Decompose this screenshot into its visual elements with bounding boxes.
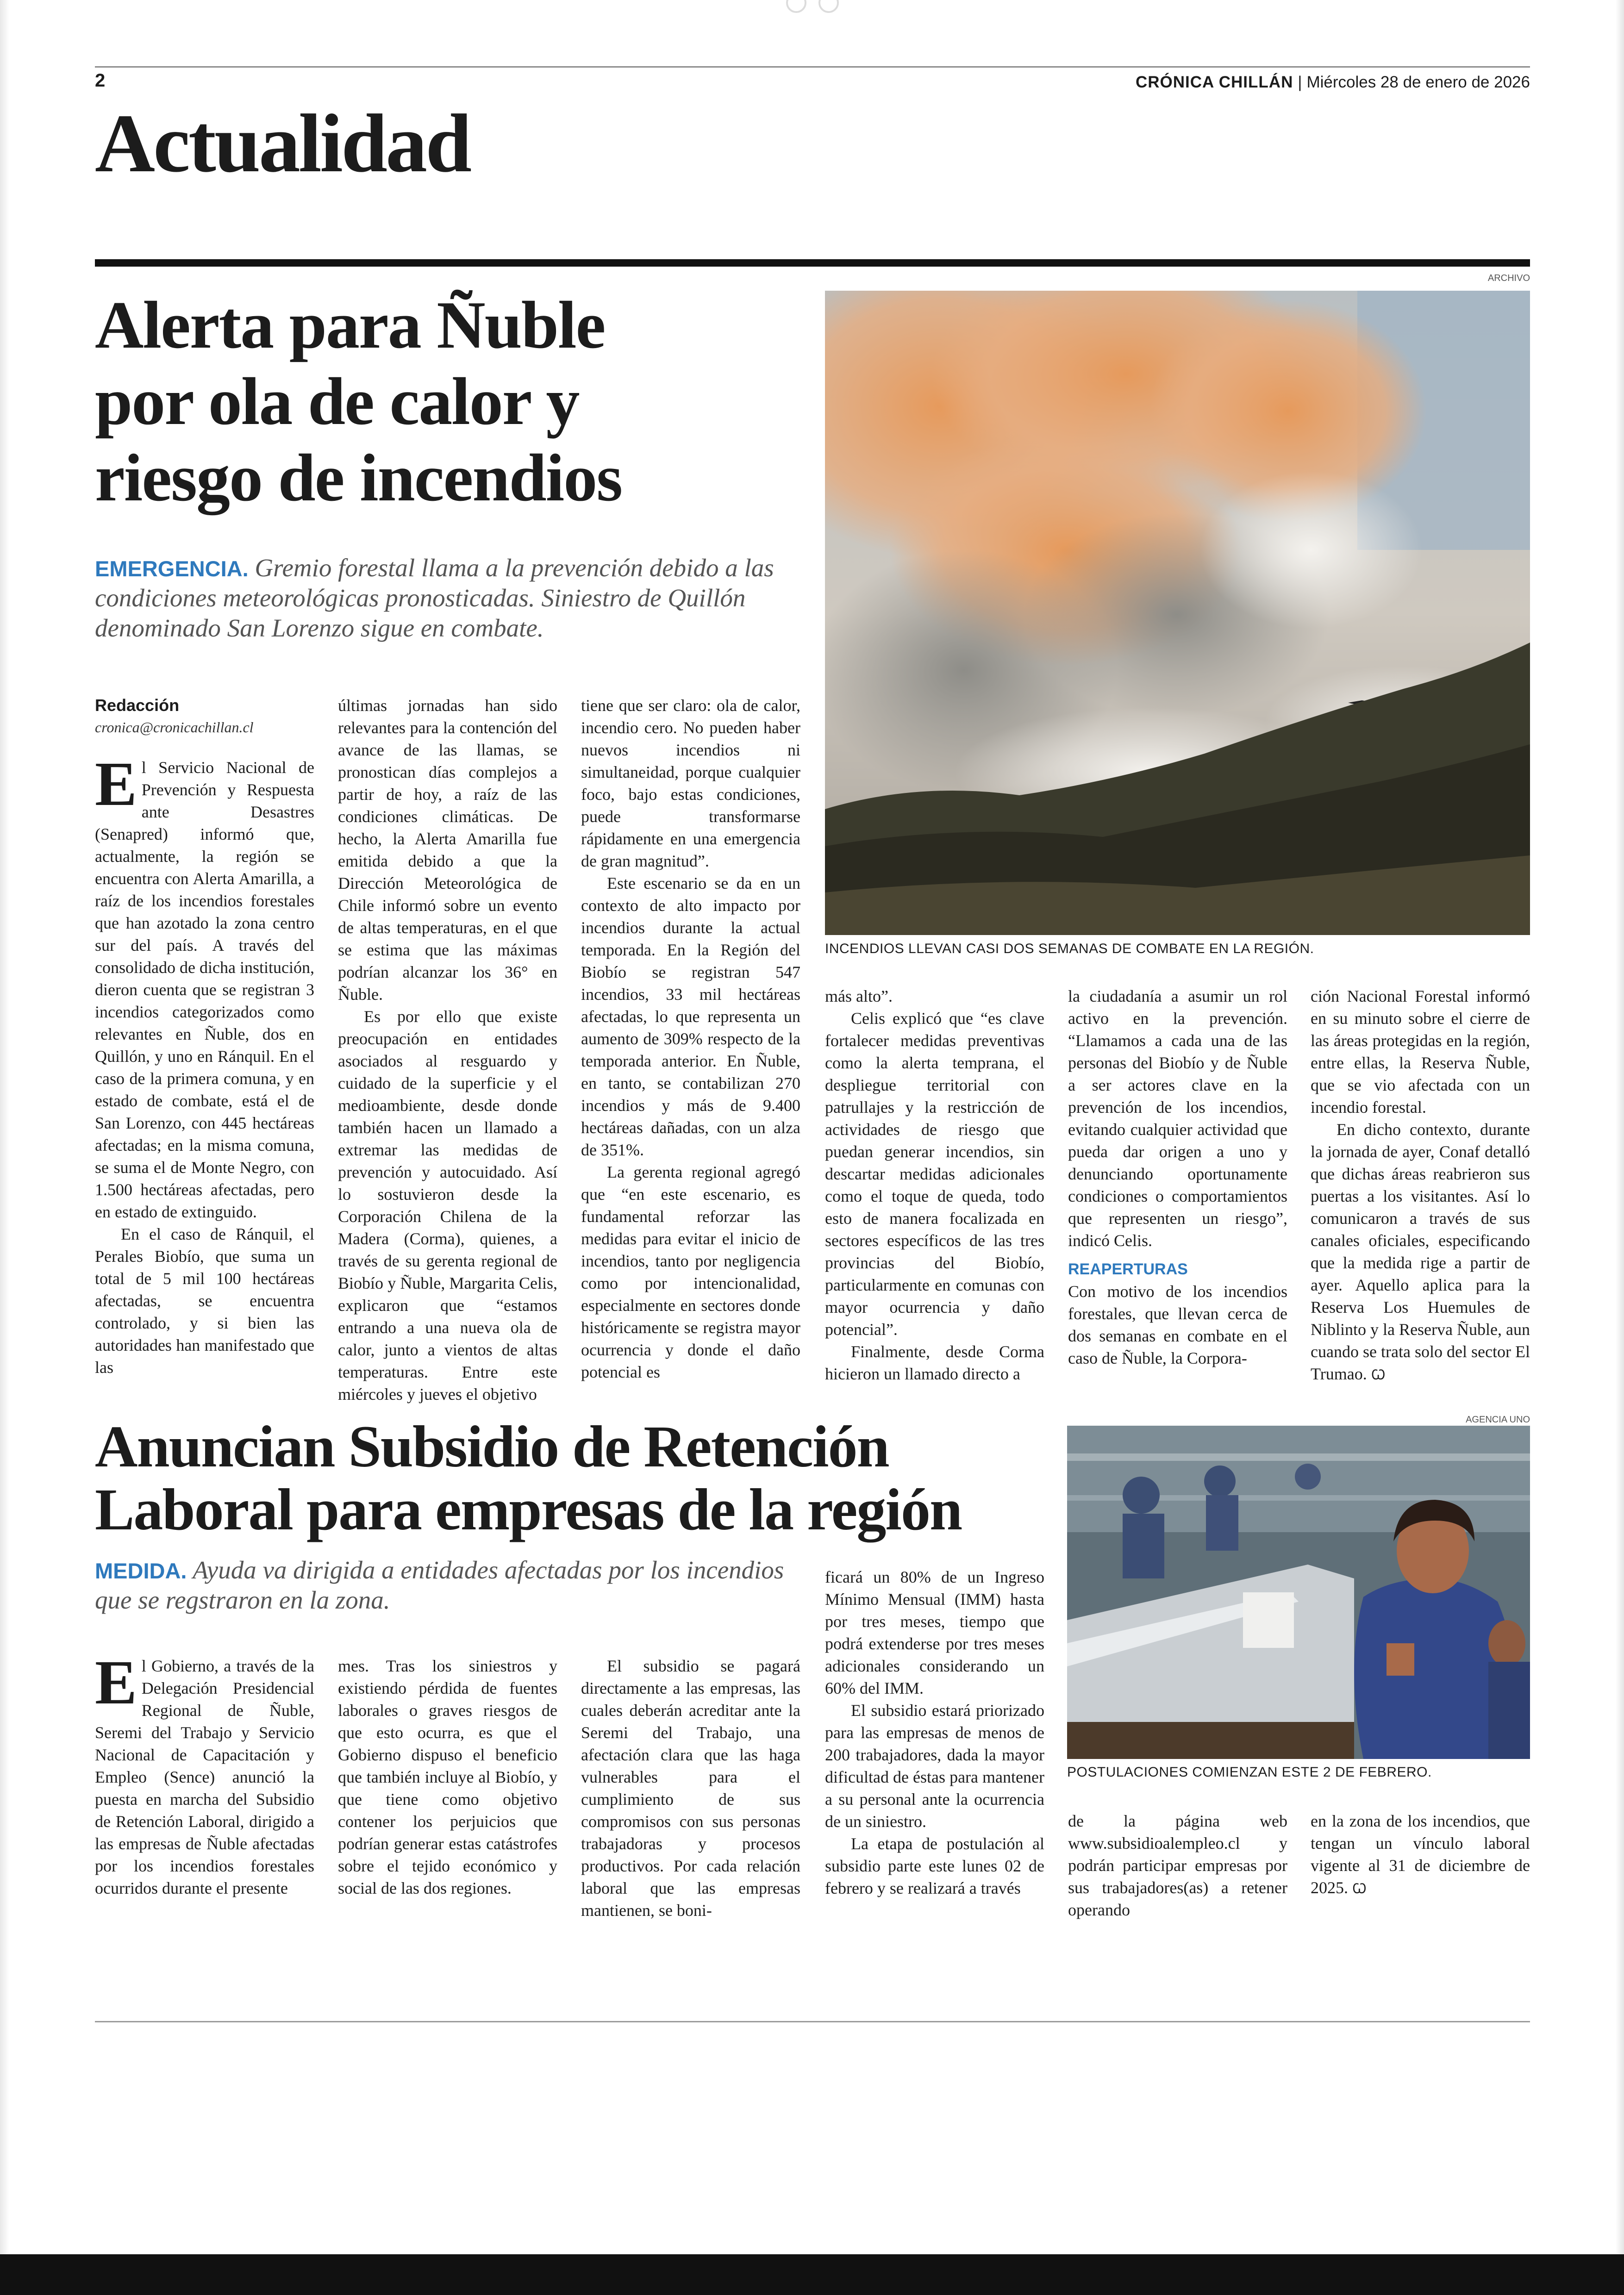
headline-line: Alerta para Ñuble: [95, 287, 605, 362]
paragraph: Este escenario se da en un contexto de alto impacto por incendios durante la actual temporada. En la Región del Biobío se registran 547 incendios, 33 mil hectáreas afectadas, lo que representa un aumento de 309% respecto de la temporada anterior. En Ñuble, en tanto, se contabilizan 270 incendios y más de 9.400 hectáreas dañadas, con un alza de 351%.: [581, 874, 800, 1159]
paragraph: En dicho contexto, durante la jornada de ayer, Conaf detalló que dichas áreas reabrieron sus puertas a los visitantes. Así lo comunicaron a través de sus canales oficiales, especificando que la medida rige a partir de ayer. Aquello aplica para la Reserva Los Huemules de Niblinto y la Reserva Ñuble, aun cuando se trata solo del sector El Trumao. Ꞷ: [1311, 1120, 1530, 1383]
subhead-reaperturas: REAPERTURAS: [1068, 1260, 1188, 1278]
bottom-rule: [95, 2021, 1530, 2022]
end-mark-icon: Ꞷ: [1352, 1881, 1367, 1897]
paragraph: últimas jornadas han sido relevantes para la contención del avance de las llamas, se pronostican días complejos a partir de hoy, a raíz de las condiciones climáticas. De hecho, la Alerta Amarilla fue emitida debido a que la Dirección Meteorológica de Chile informó sobre un evento de altas temperaturas, en el que se estima que las máximas podrían alcanzar los 36° en Ñuble.: [338, 696, 557, 1004]
publication-date: Miércoles 28 de enero de 2026: [1306, 73, 1530, 91]
paragraph: El Servicio Nacional de Prevención y Respuesta ante Desastres (Senapred) informó que, actualmente, la región se encuentra con Alerta Amarilla, a raíz de los incendios forestales que han azotado la zona centro sur del país. A través del consolidado de dicha institución, dieron cuenta que se registran 3 incendios categorizados como relevantes en Ñuble, dos en Quillón, y uno en Ránquil. En el caso de la primera comuna, y en estado de combate, está el de San Lorenzo, con 445 hectáreas afectadas; en la misma comuna, se suma el de Monte Negro, con 1.500 hectáreas afectadas, pero en estado de extinguido.: [95, 749, 314, 1221]
article2-column-1: [95, 1648, 314, 1899]
article1-column-5: [1068, 985, 1287, 1369]
article1-photo-credit: ARCHIVO: [1487, 273, 1530, 283]
article1-column-4: [825, 985, 1044, 1385]
paragraph: El subsidio se pagará directamente a las empresas, las cuales deberán acreditar ante la Seremi del Trabajo, una afectación clara que las haga vulnerables para el cumplimiento de sus compromisos con sus personas trabajadoras y procesos productivos. Por cada relación laboral que las empresas mantienen, se boni-: [581, 1657, 800, 1920]
paragraph: mes. Tras los siniestros y existiendo pérdida de fuentes laborales o graves riesgos de que esto ocurra, es que el Gobierno dispuso el beneficio que también incluye al Biobío, y que tiene como objetivo contener los perjuicios que podrían generar estas catástrofes sobre el tejido económico y social de las dos regiones.: [338, 1657, 557, 1897]
paragraph: la ciudadanía a asumir un rol activo en la prevención. “Llamamos a cada una de las personas del Biobío y de Ñuble a ser actores clave en la prevención de los incendios, evitando cualquier actividad que pueda dar origen a uno y denunciando oportunamente condiciones o comportamientos que representen un riesgo”, indicó Celis.: [1068, 987, 1287, 1250]
article1-column-2: [338, 694, 557, 1405]
publication-name: CRÓNICA CHILLÁN: [1136, 73, 1293, 91]
article1-photo-caption: INCENDIOS LLEVAN CASI DOS SEMANAS DE COMBATE EN LA REGIÓN.: [825, 941, 1314, 956]
masthead: [1136, 73, 1530, 92]
article2-column-6: [1311, 1810, 1530, 1900]
page-left-edge: [0, 0, 9, 2295]
paragraph: El Gobierno, a través de la Delegación Presidencial Regional de Ñuble, Seremi del Trabajo y Servicio Nacional de Capacitación y Empleo (Sence) anunció la puesta en marcha del Subsidio de Retención Laboral, dirigido a las empresas de Ñuble afectadas por los incendios forestales ocurridos durante el presente: [95, 1648, 314, 1897]
drop-cap: E: [95, 749, 137, 819]
article2-column-3: [581, 1655, 800, 1921]
article2-column-5: [1068, 1810, 1287, 1921]
article2-column-4: [825, 1566, 1044, 1899]
header-rule: [95, 66, 1530, 68]
article2-deck: [95, 1555, 803, 1615]
paragraph: de la página web www.subsidioalempleo.cl y podrán participar empresas por sus trabajadores(as) a retener operando: [1068, 1812, 1287, 1919]
headline-line: riesgo de incendios: [95, 440, 622, 515]
page-right-edge: [1616, 0, 1624, 2295]
paragraph: tiene que ser claro: ola de calor, incendio cero. No pueden haber nuevos incendios ni simultaneidad, porque cualquier foco, bajo estas condiciones, puede transformarse rápidamente en una emergencia de gran magnitud”.: [581, 696, 800, 870]
article2-column-2: [338, 1655, 557, 1899]
drop-cap: E: [95, 1648, 137, 1717]
article1-column-1: [95, 694, 314, 1378]
deck-tag: MEDIDA.: [95, 1559, 187, 1583]
paragraph: En el caso de Ránquil, el Perales Biobío, que suma un total de 5 mil 100 hectáreas afectadas, se encuentra controlado, y si bien las autoridades han manifestado que las: [95, 1225, 314, 1377]
article1-column-3: [581, 694, 800, 1383]
headline-line: Anuncian Subsidio de Retención: [95, 1414, 889, 1479]
headline-line: Laboral para empresas de la región: [95, 1476, 962, 1542]
footer-band: [0, 2254, 1624, 2295]
byline-name: Redacción: [95, 696, 180, 715]
paragraph: La gerenta regional agregó que “en este escenario, es fundamental reforzar las medidas para evitar el inicio de incendios, tanto por negligencia como por intencionalidad, especialmente en sectores donde históricamente se registra mayor ocurrencia y donde el daño potencial es: [581, 1163, 800, 1381]
wildfire-photo: [825, 291, 1530, 935]
page-number: 2: [95, 70, 106, 91]
paragraph: en la zona de los incendios, que tengan un vínculo laboral vigente al 31 de diciembre de 2025. Ꞷ: [1311, 1812, 1530, 1897]
byline-email: cronica@cronicachillan.cl: [95, 719, 254, 736]
paragraph: Con motivo de los incendios forestales, que llevan cerca de dos semanas en combate en el caso de Ñuble, la Corpora-: [1068, 1282, 1287, 1367]
headline-line: por ola de calor y: [95, 363, 579, 439]
deck-text: Gremio forestal llama a la prevención debido a las condiciones meteorológicas pronosticadas. Siniestro de Quillón denominado San Lorenzo sigue en combate.: [95, 554, 774, 642]
paragraph: El subsidio estará priorizado para las empresas de menos de 200 trabajadores, dada la mayor dificultad de éstas para mantener a su personal ante la ocurrencia de un siniestro.: [825, 1701, 1044, 1831]
article1-column-6: [1311, 985, 1530, 1386]
paragraph: ficará un 80% de un Ingreso Mínimo Mensual (IMM) hasta por tres meses, tiempo que podrá extenderse por tres meses adicionales considerando un 60% del IMM.: [825, 1568, 1044, 1697]
paragraph: Celis explicó que “es clave fortalecer medidas preventivas como la alerta temprana, el despliegue territorial con patrullajes y la restricción de actividades de riesgo que puedan generar incendios, sin descartar medidas adicionales como el toque de queda, todo esto de manera focalizada en sectores específicos de las tres provincias del Biobío, particularmente en comunas con mayor ocurrencia y daño potencial”.: [825, 1009, 1044, 1339]
paragraph: Finalmente, desde Corma hicieron un llamado directo a: [825, 1342, 1044, 1383]
paragraph: ción Nacional Forestal informó en su minuto sobre el cierre de las áreas protegidas en la región, entre ellas, la Reserva Ñuble, que se vio afectada con un incendio forestal.: [1311, 987, 1530, 1116]
masthead-separator: |: [1298, 73, 1302, 91]
textile-worker-photo: [1067, 1426, 1530, 1759]
article2-photo-caption: POSTULACIONES COMIENZAN ESTE 2 DE FEBRERO.: [1067, 1765, 1432, 1780]
paragraph: Es por ello que existe preocupación en entidades asociados al resguardo y cuidado de la superficie y el medioambiente, desde donde también hacen un llamado a extremar las medidas de prevención y autocuidado. Así lo sostuvieron desde la Corporación Chilena de la Madera (Corma), quienes, a través de su gerenta regional de Biobío y Ñuble, Margarita Celis, explicaron que “estamos entrando a una nueva ola de calor, junto a vientos de altas temperaturas. Entre este miércoles y jueves el objetivo: [338, 1007, 557, 1403]
deck-text: Ayuda va dirigida a entidades afectadas por los incendios que se regstraron en la zona.: [95, 1556, 784, 1614]
article2-headline: [95, 1416, 1090, 1541]
section-title: Actualidad: [95, 97, 470, 189]
article1-deck: [95, 553, 808, 643]
paragraph: La etapa de postulación al subsidio parte este lunes 02 de febrero y se realizará a través: [825, 1834, 1044, 1897]
end-mark-icon: Ꞷ: [1371, 1367, 1386, 1383]
article2-photo-credit: AGENCIA UNO: [1466, 1415, 1530, 1425]
deck-tag: EMERGENCIA.: [95, 556, 249, 581]
section-rule: [95, 259, 1530, 267]
page-indicator-dots: [782, 0, 843, 17]
article1-headline: [95, 287, 799, 516]
paragraph: más alto”.: [825, 987, 893, 1005]
